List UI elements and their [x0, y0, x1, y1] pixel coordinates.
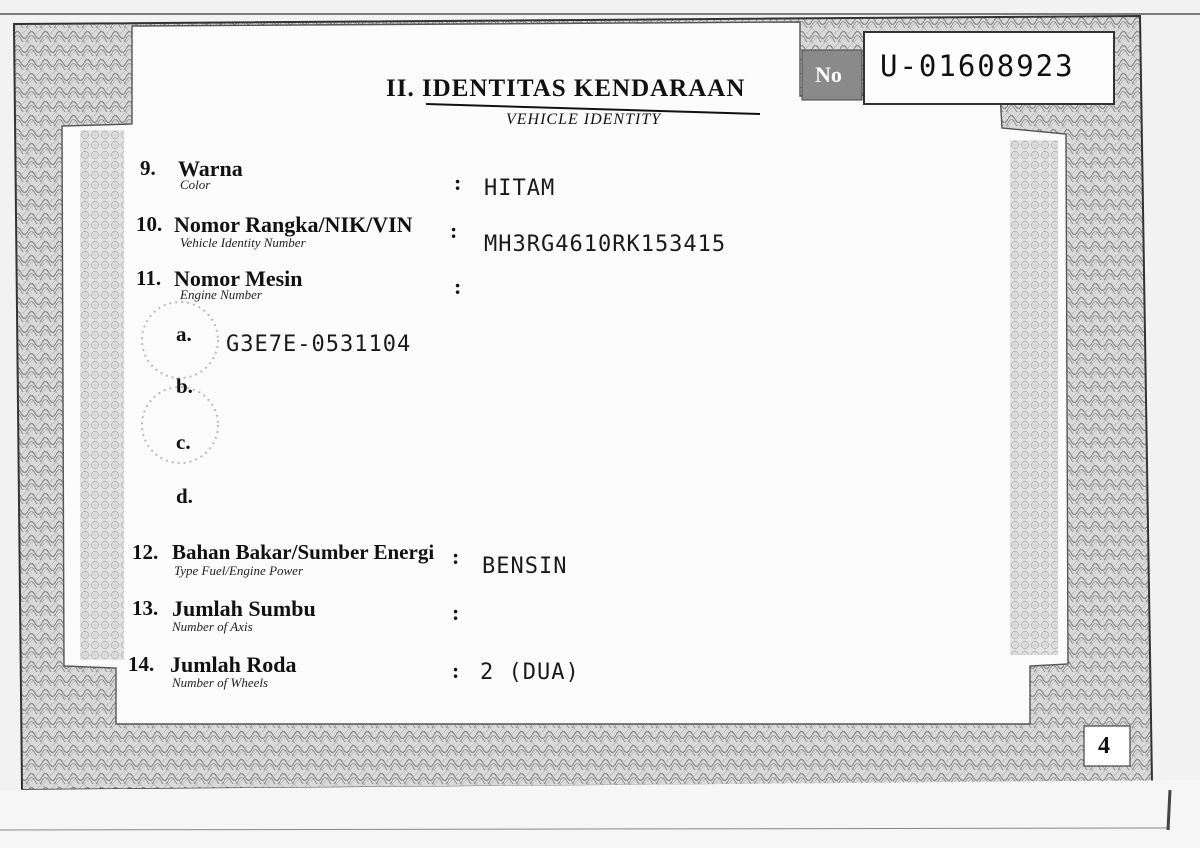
field-colon: :: [454, 170, 462, 195]
field-colon: :: [452, 658, 460, 683]
field-colon: :: [450, 218, 458, 243]
section-subtitle: VEHICLE IDENTITY: [506, 111, 662, 128]
field-number: 11.: [136, 266, 162, 290]
field-sublabel-axis: Number of Axis: [172, 619, 253, 634]
field-sublabel-vin: Vehicle Identity Number: [180, 235, 306, 250]
engine-item-letter: c.: [176, 430, 191, 454]
field-value-wheels: 2 (DUA): [480, 660, 580, 685]
field-number: 13.: [132, 596, 159, 620]
field-colon: :: [452, 600, 460, 625]
page-number: 4: [1098, 733, 1110, 759]
engine-item-letter: d.: [176, 484, 193, 508]
field-sublabel-wheels: Number of Wheels: [172, 675, 269, 690]
field-value-fuel: BENSIN: [482, 554, 568, 579]
field-number: 10.: [136, 212, 163, 236]
field-sublabel-color: Color: [180, 177, 211, 192]
field-number: 9.: [140, 156, 156, 180]
field-colon: :: [452, 544, 460, 569]
field-value-color: HITAM: [484, 176, 556, 201]
engine-item-value: G3E7E-0531104: [226, 332, 412, 357]
engine-item-letter: a.: [176, 322, 192, 346]
field-label-vin: Nomor Rangka/NIK/VIN: [174, 212, 413, 237]
field-label-fuel: Bahan Bakar/Sumber Energi: [172, 540, 435, 564]
field-number: 12.: [132, 540, 159, 564]
engine-item-letter: b.: [176, 374, 193, 398]
field-label-wheels: Jumlah Roda: [170, 652, 297, 677]
serial-number: U-01608923: [880, 49, 1075, 83]
section-title: II. IDENTITAS KENDARAAN: [386, 75, 746, 102]
field-sublabel-engine: Engine Number: [180, 287, 262, 302]
field-label-color: Warna: [178, 156, 243, 181]
field-colon: :: [454, 274, 462, 299]
field-label-axis: Jumlah Sumbu: [172, 596, 316, 621]
field-number: 14.: [128, 652, 155, 676]
no-label: No: [815, 62, 842, 87]
field-sublabel-fuel: Type Fuel/Engine Power: [174, 563, 304, 578]
field-value-vin: MH3RG4610RK153415: [484, 232, 727, 257]
field-label-engine: Nomor Mesin: [174, 266, 303, 291]
